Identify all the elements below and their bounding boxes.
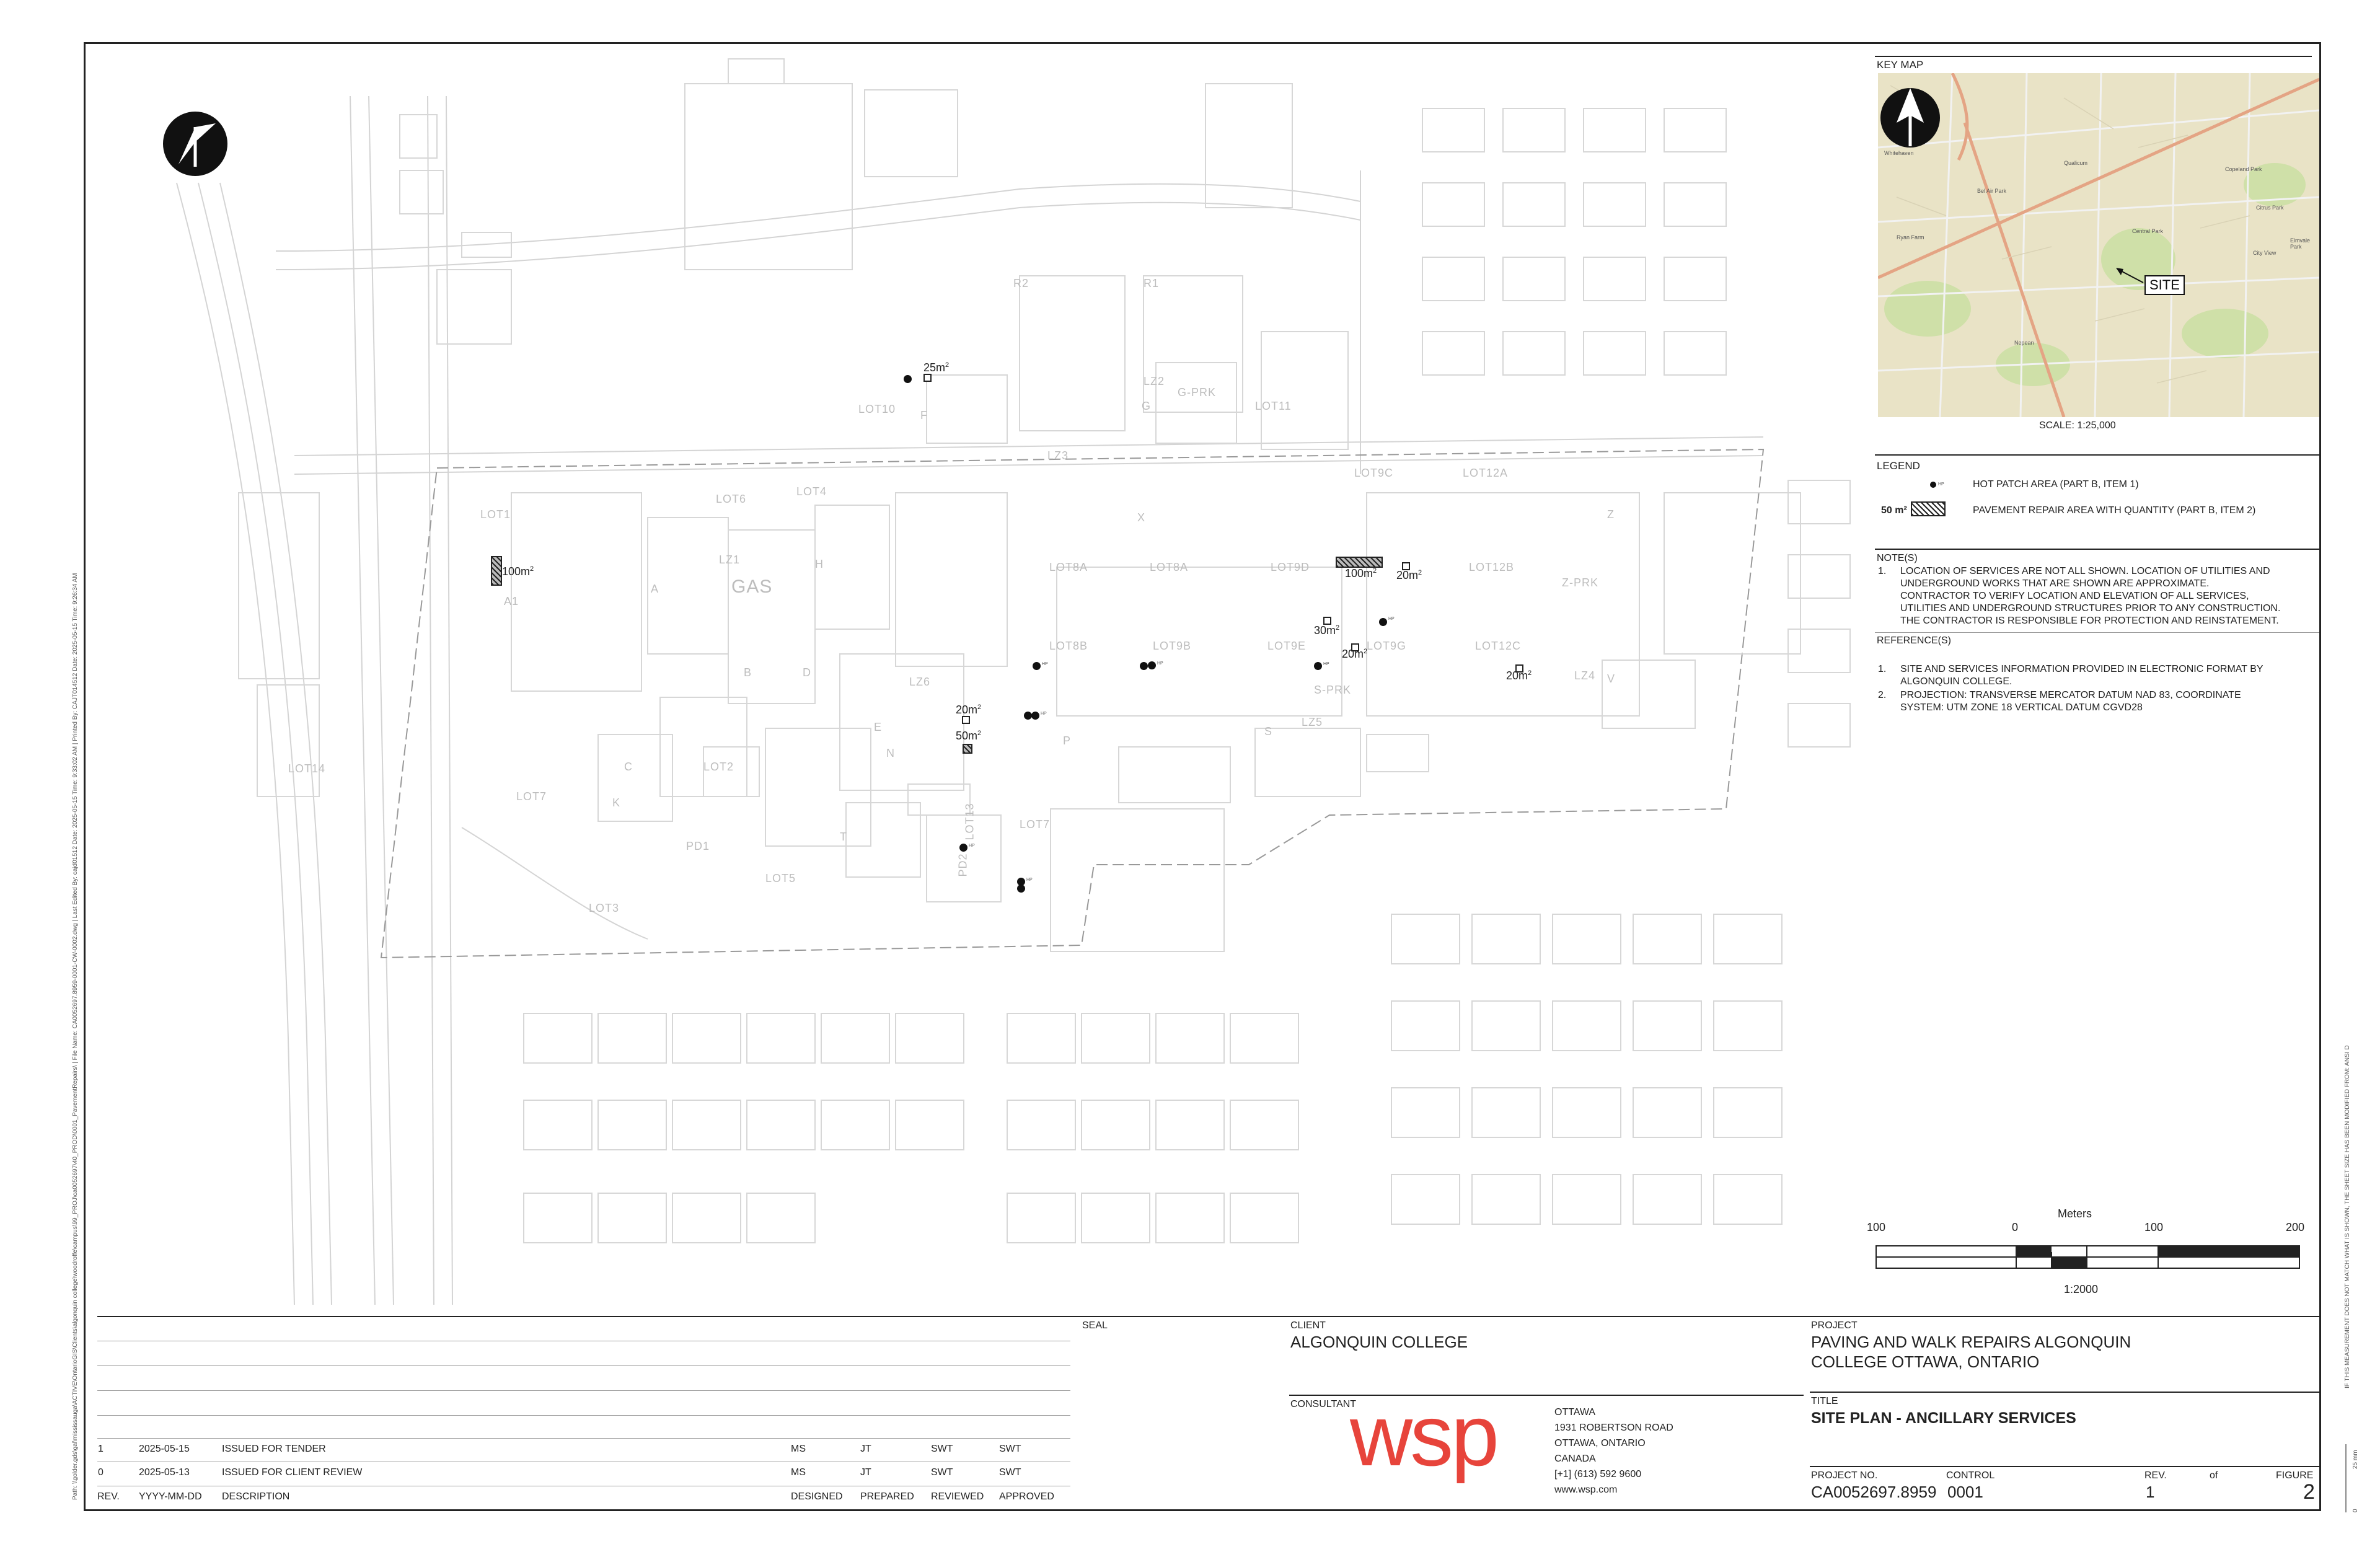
key-map-place: Nepean — [2014, 340, 2034, 346]
lot-label: S-PRK — [1314, 684, 1352, 696]
references-top-line — [1875, 632, 2319, 633]
lot-label: LOT11 — [1255, 400, 1292, 412]
lot-label: G — [1142, 400, 1152, 412]
revision-blank-row — [97, 1415, 1070, 1416]
lot-label: LOT3 — [589, 902, 620, 914]
north-arrow-icon — [161, 110, 229, 178]
revision-header-approved: APPROVED — [999, 1491, 1054, 1502]
key-map-title: KEY MAP — [1877, 59, 1924, 71]
scale-bar-unit: Meters — [2058, 1207, 2092, 1220]
revision-rev: 0 — [98, 1467, 104, 1478]
project-top-line — [1810, 1316, 2321, 1317]
lot-label: LOT12B — [1469, 561, 1515, 573]
lot-label: LZ4 — [1574, 669, 1596, 682]
lot-label: E — [874, 721, 883, 733]
repair-area-marker — [962, 716, 970, 724]
lot-label: LOT7 — [1020, 818, 1051, 831]
project-name-line: PAVING AND WALK REPAIRS ALGONQUIN — [1811, 1333, 2131, 1351]
hot-patch-dot — [1379, 618, 1387, 626]
repair-area-hatch — [491, 556, 502, 586]
lot-label: LOT8A — [1150, 561, 1189, 573]
lot-label: LOT12C — [1475, 640, 1522, 652]
lot-label: T — [840, 831, 847, 843]
repair-area-hatch — [963, 744, 972, 754]
site-plan — [90, 46, 1862, 1305]
revision-blank-row — [97, 1390, 1070, 1391]
notes-line: THE CONTRACTOR IS RESPONSIBLE FOR PROTECTION AND REINSTATEMENT. — [1900, 615, 2279, 626]
hot-patch-label: HP — [1026, 878, 1033, 882]
hot-patch-dot — [904, 375, 912, 383]
lot-label: GAS — [731, 576, 773, 597]
consultant-label: CONSULTANT — [1290, 1399, 1357, 1409]
reference-number: 2. — [1878, 690, 1887, 700]
reference-line: ALGONQUIN COLLEGE. — [1900, 676, 2012, 687]
revision-reviewed: SWT — [931, 1467, 953, 1478]
revision-date: 2025-05-15 — [139, 1444, 190, 1454]
lot-label: R2 — [1013, 277, 1029, 289]
side-ruler-line — [2345, 1444, 2347, 1512]
revision-row-line — [97, 1438, 1070, 1439]
key-map-place: Whitehaven — [1884, 150, 1914, 156]
revision-designed: MS — [791, 1444, 806, 1454]
revision-header-date: YYYY-MM-DD — [139, 1491, 202, 1502]
consultant-website[interactable]: www.wsp.com — [1554, 1484, 1618, 1495]
reference-line: PROJECTION: TRANSVERSE MERCATOR DATUM NAD 83, COORDINATE — [1900, 690, 2241, 700]
repair-area-hatch — [1336, 557, 1383, 568]
lot-label: LOT12A — [1463, 467, 1509, 479]
key-map-place: Qualicum — [2064, 160, 2088, 166]
revision-blank-row — [97, 1365, 1070, 1366]
lot-label: PD1 — [686, 840, 710, 852]
hot-patch-dot — [1140, 662, 1148, 670]
lot-label: LOT9C — [1354, 467, 1394, 479]
lot-label: LOT9B — [1153, 640, 1192, 652]
consultant-address-line: [+1] (613) 592 9600 — [1554, 1469, 1642, 1480]
lot-label: LZ2 — [1144, 375, 1165, 387]
revision-prepared: JT — [860, 1444, 871, 1454]
lot-label: LOT13 — [963, 803, 976, 840]
revision-designed: MS — [791, 1467, 806, 1478]
lot-label: LZ3 — [1047, 449, 1069, 462]
scale-bar-graphic — [1875, 1245, 2303, 1269]
key-map-place: City View — [2253, 250, 2276, 256]
revision-approved: SWT — [999, 1444, 1021, 1454]
hot-patch-dot — [1031, 712, 1039, 720]
lot-label: G-PRK — [1178, 386, 1217, 399]
legend-dot-icon — [1930, 482, 1936, 488]
lot-label: Z — [1607, 508, 1615, 521]
repair-area-marker — [923, 374, 932, 382]
lot-label: LOT9D — [1271, 561, 1310, 573]
lot-label: LZ1 — [719, 554, 741, 566]
project-label: PROJECT — [1811, 1320, 1858, 1331]
revision-date: 2025-05-13 — [139, 1467, 190, 1478]
hot-patch-label: HP — [969, 844, 975, 848]
legend-top-line — [1875, 454, 2319, 456]
hot-patch-label: HP — [1323, 662, 1329, 666]
legend-dot-label: HP — [1938, 482, 1944, 487]
references-title: REFERENCE(S) — [1877, 635, 1952, 646]
revision-reviewed: SWT — [931, 1444, 953, 1454]
repair-quantity: $25m^2$ — [923, 361, 950, 374]
side-file-path: Path: \\golder.gds\gal\mississauga\ACTIVE\OntarioGIS\Clients\algonquin college\woodroffe\campus\99_PROJ\ca0052697\40_PROD\0001_PavementRepairs\ | File Name: CA0052697.8959-0001-CW-0002.dwg | Last Edited By: cajd01512 Date: 2025-05-15 Time: 9:33:02 AM | Printed By: CAJT014512 Date: 2025-05-15 Time: 9:26:34 AM — [72, 573, 79, 1500]
key-map-place: Bel Air Park — [1977, 188, 2007, 194]
lot-label: LOT8B — [1049, 640, 1088, 652]
revision-header-rev: REV. — [97, 1491, 120, 1502]
wsp-logo: wsp — [1350, 1387, 1497, 1484]
panel-top-line — [1875, 56, 2312, 57]
scale-bar-tick-label: 0 — [2012, 1221, 2019, 1233]
revision-header-designed: DESIGNED — [791, 1491, 843, 1502]
repair-quantity: $20m^2$ — [1396, 569, 1422, 581]
control-label: CONTROL — [1946, 1470, 1995, 1481]
client-label: CLIENT — [1290, 1320, 1326, 1331]
revision-description: ISSUED FOR TENDER — [222, 1444, 326, 1454]
key-map-place: Central Park — [2132, 228, 2164, 234]
hot-patch-dot — [1314, 662, 1322, 670]
project-name-line: COLLEGE OTTAWA, ONTARIO — [1811, 1352, 2040, 1371]
lot-label: LOT7 — [516, 790, 547, 803]
notes-title: NOTE(S) — [1877, 553, 1918, 563]
lot-label: PD2 — [956, 853, 969, 877]
rev-label: REV. — [2144, 1470, 2167, 1481]
key-map-place: Ryan Farm — [1897, 234, 1924, 240]
lot-label: X — [1137, 511, 1146, 524]
lot-label: LOT1 — [480, 508, 511, 521]
lot-label: R1 — [1144, 277, 1160, 289]
repair-quantity: $20m^2$ — [956, 704, 982, 716]
lot-label: A — [651, 583, 659, 595]
revision-prepared: JT — [860, 1467, 871, 1478]
consultant-address-line: 1931 ROBERTSON ROAD — [1554, 1423, 1673, 1433]
rev-number: 1 — [2146, 1483, 2155, 1501]
figure-label: FIGURE — [2276, 1470, 2314, 1481]
repair-quantity: $100m^2$ — [502, 565, 534, 578]
revision-rev: 1 — [98, 1444, 104, 1454]
lot-label: LOT10 — [858, 403, 896, 415]
lot-label: N — [886, 747, 895, 759]
repair-quantity: $20m^2$ — [1506, 669, 1532, 682]
client-name: ALGONQUIN COLLEGE — [1290, 1333, 1468, 1351]
lot-label: B — [744, 666, 752, 679]
legend-item2-qty: 50 m² — [1881, 505, 1907, 516]
repair-quantity: $50m^2$ — [956, 730, 982, 742]
legend-title: LEGEND — [1877, 460, 1920, 472]
lot-label: LOT9G — [1367, 640, 1407, 652]
lot-label: H — [815, 558, 824, 570]
side-ruler-bottom: 0 — [2352, 1509, 2359, 1512]
lot-label: D — [803, 666, 811, 679]
hot-patch-label: HP — [1157, 661, 1163, 666]
repair-quantity: $100m^2$ — [1345, 567, 1377, 580]
lot-label: LZ5 — [1302, 716, 1323, 728]
client-top-line — [1289, 1316, 1804, 1317]
hot-patch-label: HP — [1388, 617, 1395, 621]
scale-bar-ratio: 1:2000 — [2064, 1283, 2099, 1295]
key-map-site-label: SITE — [2144, 275, 2185, 295]
consultant-address-line: OTTAWA — [1554, 1407, 1596, 1418]
consultant-address-line: CANADA — [1554, 1454, 1596, 1464]
legend-hatch-icon — [1911, 501, 1946, 516]
key-map — [1878, 73, 2319, 417]
hot-patch-dot — [1017, 884, 1025, 893]
key-map-scale: SCALE: 1:25,000 — [2039, 420, 2116, 431]
notes-line: CONTRACTOR TO VERIFY LOCATION AND ELEVATION OF ALL SERVICES, — [1900, 591, 2249, 601]
lot-label: LOT5 — [765, 872, 796, 884]
scale-bar-tick-label: 100 — [1867, 1221, 1886, 1233]
hot-patch-dot — [1033, 662, 1041, 670]
notes-number: 1. — [1878, 566, 1887, 576]
repair-quantity: $30m^2$ — [1314, 624, 1340, 637]
revision-header-prepared: PREPARED — [860, 1491, 914, 1502]
revision-header-description: DESCRIPTION — [222, 1491, 290, 1502]
lot-label: LOT2 — [703, 761, 734, 773]
side-ruler-top: 25 mm — [2352, 1450, 2359, 1469]
notes-line: UNDERGROUND WORKS THAT ARE SHOWN ARE APPROXIMATE. — [1900, 578, 2210, 589]
seal-label: SEAL — [1082, 1320, 1108, 1331]
project-number-top-line — [1810, 1466, 2321, 1467]
repair-quantity: $20m^2$ — [1342, 648, 1368, 660]
site-plan-linework — [90, 46, 1862, 1305]
legend-item2-label: PAVEMENT REPAIR AREA WITH QUANTITY (PART B, ITEM 2) — [1973, 505, 2256, 516]
lot-label: LOT6 — [716, 493, 747, 505]
lot-label: LOT14 — [288, 762, 326, 775]
reference-number: 1. — [1878, 664, 1887, 674]
lot-label: LOT9E — [1267, 640, 1307, 652]
lot-label: Z-PRK — [1562, 576, 1598, 589]
hot-patch-label: HP — [1042, 662, 1048, 666]
hot-patch-dot — [959, 844, 967, 852]
scale-bar-tick-label: 100 — [2144, 1221, 2164, 1233]
lot-label: V — [1607, 673, 1616, 685]
lot-label: LZ6 — [909, 676, 931, 688]
consultant-address-line: OTTAWA, ONTARIO — [1554, 1438, 1646, 1449]
lot-label: K — [612, 796, 621, 809]
key-map-place: Elmvale Park — [2290, 237, 2311, 250]
reference-line: SITE AND SERVICES INFORMATION PROVIDED IN ELECTRONIC FORMAT BY — [1900, 664, 2263, 674]
lot-label: P — [1063, 735, 1072, 747]
lot-label: LOT8A — [1049, 561, 1088, 573]
control-number: 0001 — [1947, 1483, 1983, 1501]
project-number: CA0052697.8959 — [1811, 1483, 1937, 1501]
legend-item1-label: HOT PATCH AREA (PART B, ITEM 1) — [1973, 479, 2139, 490]
key-map-graphic — [1878, 73, 2319, 417]
hot-patch-label: HP — [1041, 712, 1047, 716]
revision-description: ISSUED FOR CLIENT REVIEW — [222, 1467, 363, 1478]
revision-header-reviewed: REVIEWED — [931, 1491, 984, 1502]
of-label: of — [2210, 1470, 2218, 1481]
reference-line: SYSTEM: UTM ZONE 18 VERTICAL DATUM CGVD28 — [1900, 702, 2143, 713]
notes-line: UTILITIES AND UNDERGROUND STRUCTURES PRIOR TO ANY CONSTRUCTION. — [1900, 603, 2281, 614]
figure-number: 2 — [2303, 1480, 2315, 1504]
drawing-title: SITE PLAN - ANCILLARY SERVICES — [1811, 1409, 2076, 1427]
title-label: TITLE — [1811, 1396, 1838, 1406]
notes-line: LOCATION OF SERVICES ARE NOT ALL SHOWN. LOCATION OF UTILITIES AND — [1900, 566, 2270, 576]
project-number-label: PROJECT NO. — [1811, 1470, 1878, 1481]
lot-label: A1 — [504, 595, 519, 607]
side-sheet-warning: IF THIS MEASUREMENT DOES NOT MATCH WHAT IS SHOWN, THE SHEET SIZE HAS BEEN MODIFIED FROM: ANSI D — [2344, 1045, 2351, 1388]
title-top-line — [1810, 1392, 2321, 1393]
notes-top-line — [1875, 549, 2319, 550]
lot-label: LOT4 — [796, 485, 827, 498]
scale-bar-tick-label: 200 — [2286, 1221, 2305, 1233]
revision-approved: SWT — [999, 1467, 1021, 1478]
key-map-place: Copeland Park — [2225, 166, 2262, 172]
lot-label: F — [920, 409, 928, 421]
lot-label: C — [624, 761, 633, 773]
lot-label: S — [1264, 725, 1273, 738]
key-map-place: Citrus Park — [2256, 205, 2284, 211]
hot-patch-dot — [1148, 661, 1156, 669]
